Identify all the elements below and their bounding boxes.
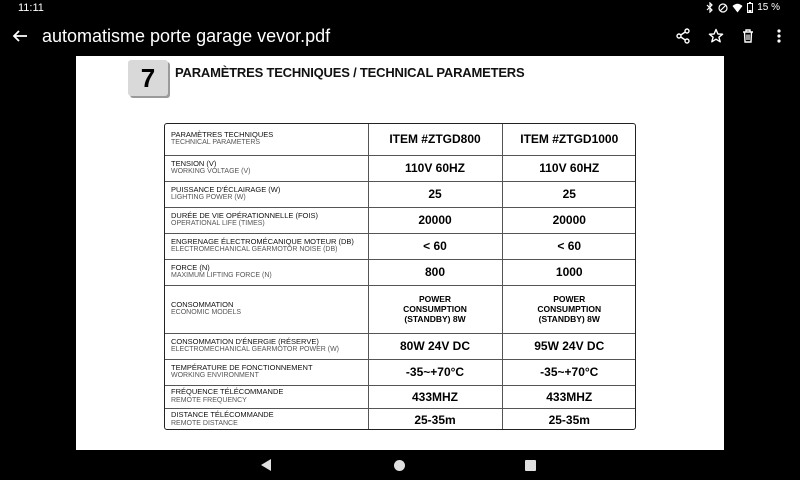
battery-icon	[747, 2, 753, 13]
row-value-ztgd1000: 110V 60HZ	[502, 155, 636, 181]
row-label-fr: DURÉE DE VIE OPÉRATIONNELLE (FOIS)	[171, 210, 318, 220]
parameters-table	[164, 123, 636, 430]
row-label-en: REMOTE DISTANCE	[171, 419, 238, 427]
table-row	[165, 333, 636, 359]
nav-back-icon[interactable]	[261, 459, 271, 471]
nav-home-icon[interactable]	[394, 460, 405, 471]
row-label-en: OPERATIONAL LIFE (TIMES)	[171, 220, 265, 227]
table-row	[165, 207, 636, 233]
row-value-ztgd1000: 95W 24V DC	[502, 333, 636, 359]
table-row	[165, 359, 636, 385]
table-row	[165, 408, 636, 430]
row-value-ztgd1000: -35~+70°C	[502, 359, 636, 385]
nav-recents-icon[interactable]	[525, 460, 536, 471]
row-label-en: WORKING ENVIRONMENT	[171, 372, 259, 379]
back-button[interactable]	[8, 24, 32, 48]
header-label-fr: PARAMÈTRES TECHNIQUES	[171, 129, 274, 139]
delete-button[interactable]	[736, 24, 760, 48]
row-label-en: ELECTROMECHANICAL GEARMOTOR POWER (W)	[171, 346, 340, 353]
bluetooth-icon	[706, 2, 714, 13]
row-label-en: ECONOMIC MODELS	[171, 309, 242, 316]
header-label-cell	[165, 124, 368, 155]
row-label-fr: TEMPÉRATURE DE FONCTIONNEMENT	[171, 362, 313, 372]
row-value-ztgd800: 25-35m	[368, 408, 502, 430]
status-time: 11:11	[18, 2, 44, 14]
table-row	[165, 259, 636, 285]
row-label-en: LIGHTING POWER (W)	[171, 194, 246, 201]
row-value-ztgd800: 110V 60HZ	[368, 155, 502, 181]
row-value-ztgd1000: 20000	[502, 207, 636, 233]
document-title: automatisme porte garage vevor.pdf	[42, 26, 331, 46]
row-label-en: MAXIMUM LIFTING FORCE (N)	[171, 272, 272, 279]
row-label-fr: PUISSANCE D'ÉCLAIRAGE (W)	[171, 184, 281, 194]
row-value-ztgd1000: POWER CONSUMPTION (STANDBY) 8W	[502, 285, 636, 333]
header-col-ztgd800: ITEM #ZTGD800	[368, 124, 502, 155]
row-value-ztgd800: 800	[368, 259, 502, 285]
row-label-fr: CONSOMMATION	[171, 299, 234, 309]
row-value-ztgd800: < 60	[368, 233, 502, 259]
table-row	[165, 181, 636, 207]
row-label-en: REMOTE FREQUENCY	[171, 396, 247, 404]
header-col-ztgd1000: ITEM #ZTGD1000	[502, 124, 636, 155]
row-value-ztgd800: 25	[368, 181, 502, 207]
battery-level: 15 %	[757, 2, 780, 13]
star-icon	[708, 28, 724, 44]
share-button[interactable]	[671, 24, 695, 48]
row-value-ztgd800: 433MHZ	[368, 385, 502, 408]
favorite-button[interactable]	[704, 24, 728, 48]
mute-icon	[718, 3, 728, 13]
table-header-row	[165, 124, 636, 155]
row-value-ztgd800: 20000	[368, 207, 502, 233]
app-bar	[0, 18, 800, 56]
row-value-ztgd1000: < 60	[502, 233, 636, 259]
table-row	[165, 233, 636, 259]
table-row	[165, 385, 636, 408]
more-vert-icon	[776, 28, 782, 44]
header-label-en: TECHNICAL PARAMETERS	[171, 139, 261, 147]
status-icons	[706, 2, 780, 13]
row-value-ztgd800: -35~+70°C	[368, 359, 502, 385]
wifi-icon	[732, 3, 743, 13]
delete-icon	[740, 28, 756, 44]
row-label-en: WORKING VOLTAGE (V)	[171, 168, 251, 175]
table-row	[165, 285, 636, 333]
row-value-ztgd800: POWER CONSUMPTION (STANDBY) 8W	[368, 285, 502, 333]
row-label-fr: DISTANCE TÉLÉCOMMANDE	[171, 410, 274, 420]
row-value-ztgd1000: 25-35m	[502, 408, 636, 430]
row-label-en: ELECTROMECHANICAL GEARMOTOR NOISE (DB)	[171, 246, 338, 253]
row-value-ztgd1000: 433MHZ	[502, 385, 636, 408]
row-value-ztgd800: 80W 24V DC	[368, 333, 502, 359]
section-title: PARAMÈTRES TECHNIQUES / TECHNICAL PARAMETERS	[175, 65, 525, 80]
status-bar	[0, 0, 800, 18]
row-label-fr: CONSOMMATION D'ÉNERGIE (RÉSERVE)	[171, 336, 319, 346]
more-options-button[interactable]	[767, 24, 791, 48]
row-label-fr: TENSION (V)	[171, 158, 217, 168]
section-number-badge: 7	[128, 60, 168, 96]
arrow-back-icon	[12, 28, 28, 44]
table-row	[165, 155, 636, 181]
navigation-bar	[0, 450, 800, 480]
row-label-fr: FORCE (N)	[171, 262, 210, 272]
share-icon	[675, 28, 691, 44]
row-value-ztgd1000: 1000	[502, 259, 636, 285]
row-value-ztgd1000: 25	[502, 181, 636, 207]
row-label-fr: ENGRENAGE ÉLECTROMÉCANIQUE MOTEUR (DB)	[171, 236, 354, 246]
pdf-page[interactable]	[76, 56, 724, 450]
row-label-fr: FRÉQUENCE TÉLÉCOMMANDE	[171, 387, 284, 396]
